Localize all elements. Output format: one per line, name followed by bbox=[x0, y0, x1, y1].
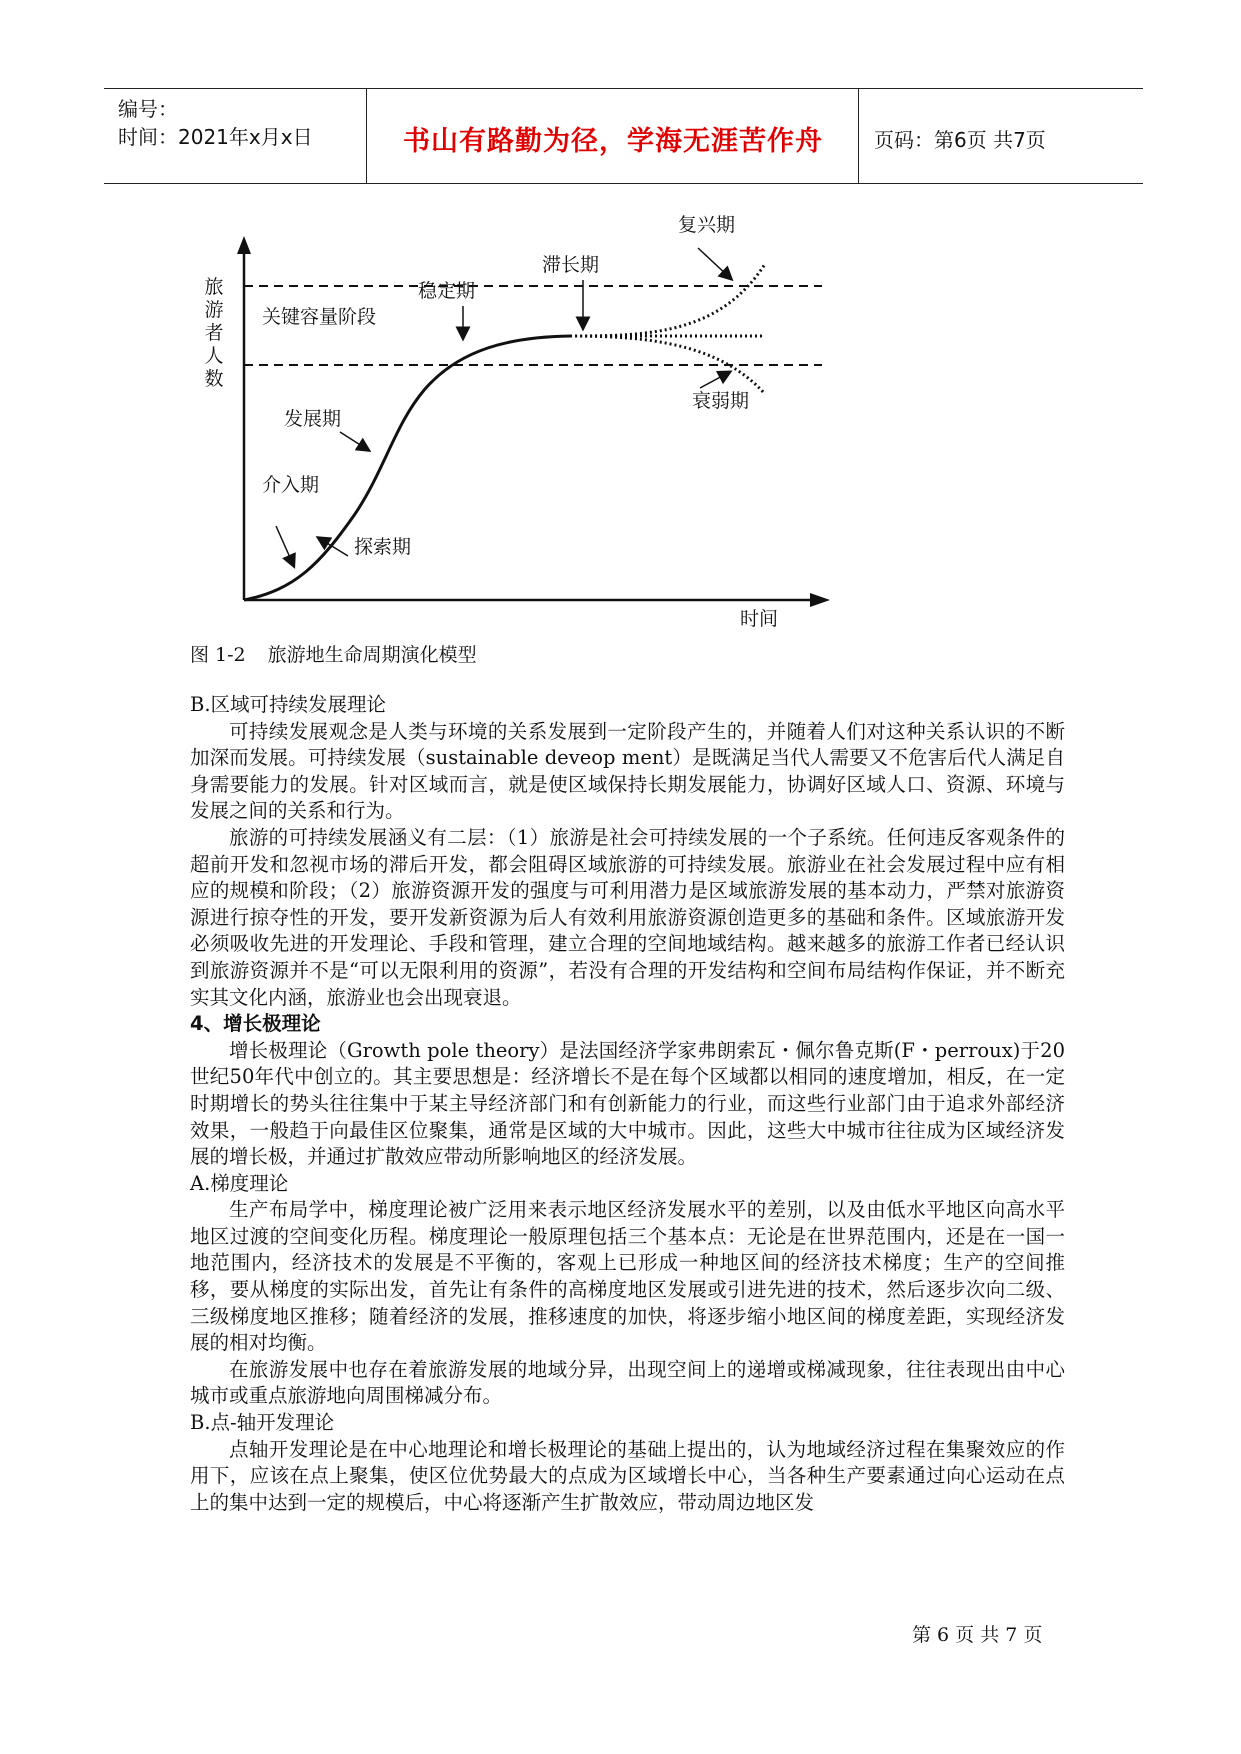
label-consolidation: 稳定期 bbox=[418, 280, 476, 302]
x-axis-arrow bbox=[810, 593, 830, 607]
y-axis-arrow bbox=[237, 236, 251, 254]
header-page-cell bbox=[860, 89, 1143, 183]
time-label: 时间：2021年x月x日 bbox=[118, 125, 313, 149]
section-heading: A.梯度理论 bbox=[190, 1171, 289, 1195]
development-arrow bbox=[340, 432, 365, 448]
label-decline: 衰弱期 bbox=[692, 390, 750, 412]
paragraph: 生产布局学中，梯度理论被广泛用来表示地区经济发展水平的差别，以及由低水平地区向高水平地区过渡的空间变化历程。梯度理论一般原理包括三个基本点：无论是在世界范围内，还是在一国一地范围内，经济技术的发展是不平衡的，客观上已形成一种地区间的经济技术梯度；生产的空间推移，要从梯度的实际出发，首先让有条件的高梯度地区发展或引进先进的技术，然后逐步次向二级、三级梯度地区推移；随着经济的发展，推移速度的加快，将逐步缩小地区间的梯度差距，实现经济发展的相对均衡。 bbox=[190, 1198, 1065, 1355]
body-text bbox=[190, 692, 1065, 1516]
section-heading: B.点-轴开发理论 bbox=[190, 1411, 335, 1435]
y-axis-label: 旅游者人数 bbox=[204, 276, 224, 390]
label-critical-capacity: 关键容量阶段 bbox=[262, 306, 377, 328]
lifecycle-curve bbox=[244, 336, 570, 600]
rejuvenation-branch bbox=[570, 264, 765, 336]
serial-label: 编号： bbox=[118, 97, 178, 121]
figure-caption bbox=[190, 640, 477, 667]
label-rejuvenation: 复兴期 bbox=[678, 214, 736, 236]
paragraph: 可持续发展观念是人类与环境的关系发展到一定阶段产生的，并随着人们对这种关系认识的不断加深而发展。可持续发展（sustainable deveop ment）是既满足当代人需要又不危害后代人满足自身需要能力的发展。针对区域而言，就是使区域保持长期发展能力，协调好区域人口、资源、环境与发展之间的关系和行为。 bbox=[190, 719, 1065, 823]
label-exploration: 探索期 bbox=[354, 536, 412, 558]
involvement-arrow bbox=[276, 526, 292, 562]
label-development: 发展期 bbox=[284, 408, 342, 430]
rejuvenation-arrow bbox=[698, 248, 728, 276]
paragraph: 点轴开发理论是在中心地理论和增长极理论的基础上提出的，认为地域经济过程在集聚效应的作用下，应该在点上聚集，使区位优势最大的点成为区域增长中心，当各种生产要素通过向心运动在点上的集中达到一定的规模后，中心将逐渐产生扩散效应，带动周边地区发 bbox=[190, 1437, 1065, 1514]
header-motto-cell bbox=[368, 89, 859, 183]
lifecycle-figure bbox=[180, 214, 860, 644]
page-header bbox=[104, 88, 1143, 184]
label-stagnation: 滞长期 bbox=[542, 254, 600, 276]
section-heading: B.区域可持续发展理论 bbox=[190, 693, 387, 716]
label-involvement: 介入期 bbox=[262, 474, 320, 496]
motto: 书山有路勤为径，学海无涯苦作舟 bbox=[403, 126, 823, 157]
paragraph: 增长极理论（Growth pole theory）是法国经济学家弗朗索瓦・佩尔鲁克斯(F・perroux)于20世纪50年代中创立的。其主要思想是：经济增长不是在每个区域都以相同的速度增加，相反，在一定时期增长的势头往往集中于某主导经济部门和有创新能力的行业，而这些行业部门由于追求外部经济效果，一般趋于向最佳区位聚集，通常是区域的大中城市。因此，这些大中城市往往成为区域经济发展的增长极，并通过扩散效应带动所影响地区的经济发展。 bbox=[190, 1038, 1065, 1169]
caption-text: 旅游地生命周期演化模型 bbox=[267, 644, 477, 666]
paragraph: 旅游的可持续发展涵义有二层：（1）旅游是社会可持续发展的一个子系统。任何违反客观条件的超前开发和忽视市场的滞后开发，都会阻碍区域旅游的可持续发展。旅游业在社会发展过程中应有相应的规模和阶段；（2）旅游资源开发的强度与可利用潜力是区域旅游发展的基本动力，严禁对旅游资源进行掠夺性的开发，要开发新资源为后人有效利用旅游资源创造更多的基础和条件。区域旅游开发必须吸收先进的开发理论、手段和管理，建立合理的空间地域结构。越来越多的旅游工作者已经认识到旅游资源并不是“可以无限利用的资源”，若没有合理的开发结构和空间布局结构作保证，并不断充实其文化内涵，旅游业也会出现衰退。 bbox=[190, 825, 1065, 1009]
paragraph: 在旅游发展中也存在着旅游发展的地域分异，出现空间上的递增或梯减现象，往往表现出由中心城市或重点旅游地向周围梯减分布。 bbox=[190, 1357, 1065, 1408]
header-left-cell bbox=[104, 89, 367, 183]
x-axis-label: 时间 bbox=[740, 608, 779, 630]
caption-number: 图 1-2 bbox=[190, 644, 246, 666]
page-footer: 第 6 页 共 7 页 bbox=[912, 1624, 1043, 1646]
section-heading: 4、增长极理论 bbox=[190, 1012, 321, 1036]
page-number-label: 页码：第6页 共7页 bbox=[874, 128, 1046, 152]
lifecycle-diagram bbox=[180, 224, 860, 644]
